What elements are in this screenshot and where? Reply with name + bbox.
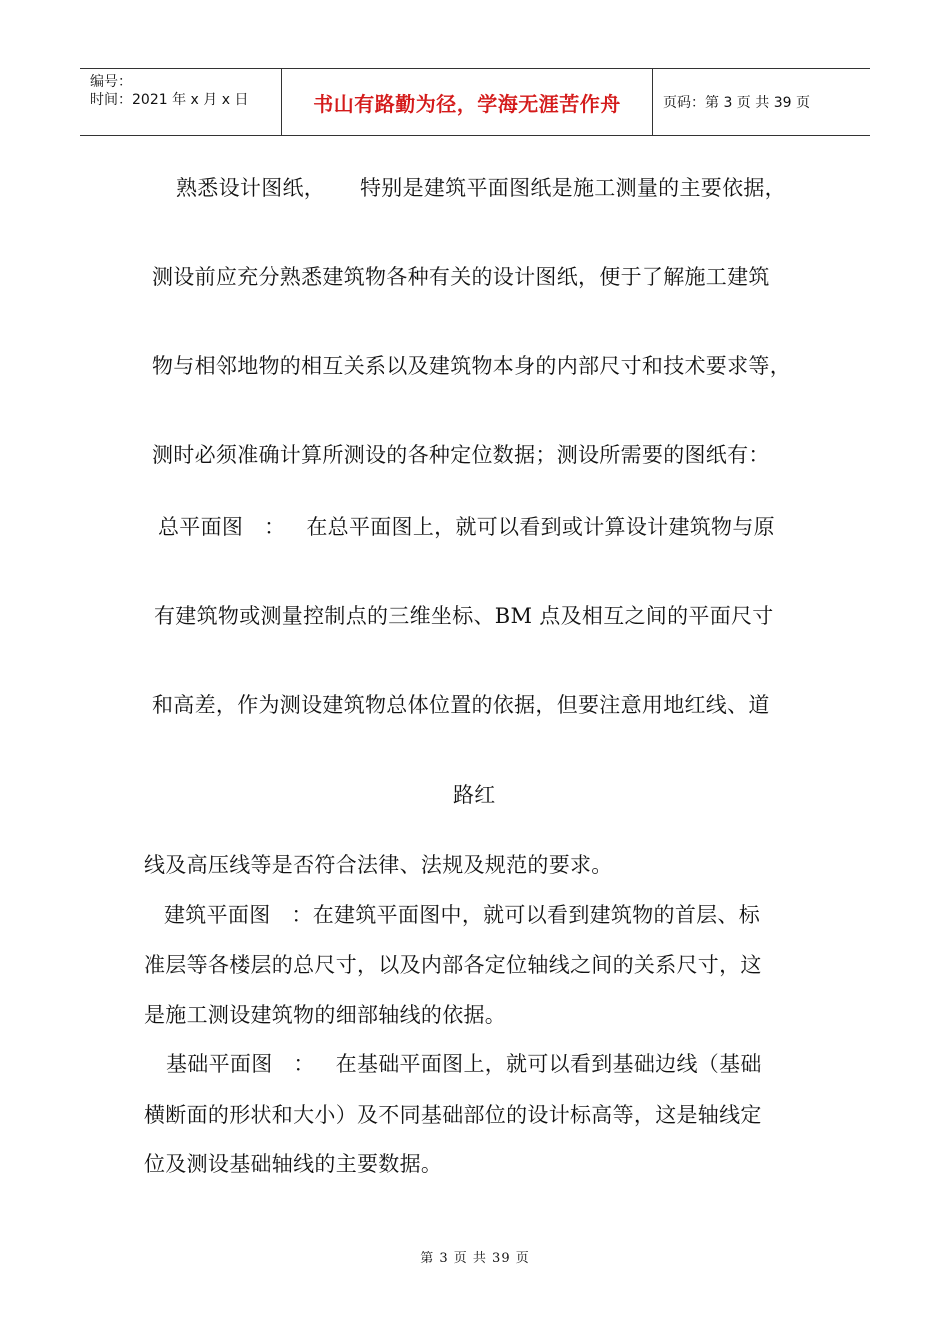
- body-line: 物与相邻地物的相互关系以及建筑物本身的内部尺寸和技术要求等，: [152, 354, 791, 378]
- body-line: 和高差，作为测设建筑物总体位置的依据，但要注意用地红线、道: [152, 693, 770, 717]
- body-line: 准层等各楼层的总尺寸，以及内部各定位轴线之间的关系尺寸，这: [144, 953, 762, 977]
- document-number-label: 编号：: [90, 74, 132, 90]
- document-date-label: 时间：2021 年 x 月 x 日: [90, 92, 249, 108]
- header-motto-cell: [282, 69, 653, 135]
- body-line: 线及高压线等是否符合法律、法规及规范的要求。: [144, 853, 613, 877]
- body-line: 是施工测设建筑物的细部轴线的依据。: [144, 1003, 507, 1027]
- body-line: 测时必须准确计算所测设的各种定位数据；测设所需要的图纸有：: [152, 443, 770, 467]
- body-line: 有建筑物或测量控制点的三维坐标、BM 点及相互之间的平面尺寸: [154, 604, 774, 628]
- body-line: 测设前应充分熟悉建筑物各种有关的设计图纸，便于了解施工建筑: [152, 265, 770, 289]
- body-line: 基础平面图 ： 在基础平面图上，就可以看到基础边线（基础: [166, 1052, 762, 1076]
- body-line: 建筑平面图 ：在建筑平面图中，就可以看到建筑物的首层、标: [164, 903, 761, 927]
- header-motto: 书山有路勤为径，学海无涯苦作舟: [313, 91, 621, 116]
- header-page-number: 页码：第 3 页 共 39 页: [663, 95, 810, 111]
- body-line: 总平面图 ： 在总平面图上，就可以看到或计算设计建筑物与原: [158, 515, 775, 539]
- body-line: 路红: [453, 783, 496, 807]
- header-meta: [80, 69, 282, 135]
- header-page-cell: [653, 69, 870, 135]
- body-line: 位及测设基础轴线的主要数据。: [144, 1152, 443, 1176]
- page-footer: 第 3 页 共 39 页: [420, 1251, 530, 1266]
- body-line: 横断面的形状和大小）及不同基础部位的设计标高等，这是轴线定: [144, 1103, 762, 1127]
- body-line: 熟悉设计图纸， 特别是建筑平面图纸是施工测量的主要依据，: [176, 176, 786, 200]
- page-header: [80, 68, 870, 136]
